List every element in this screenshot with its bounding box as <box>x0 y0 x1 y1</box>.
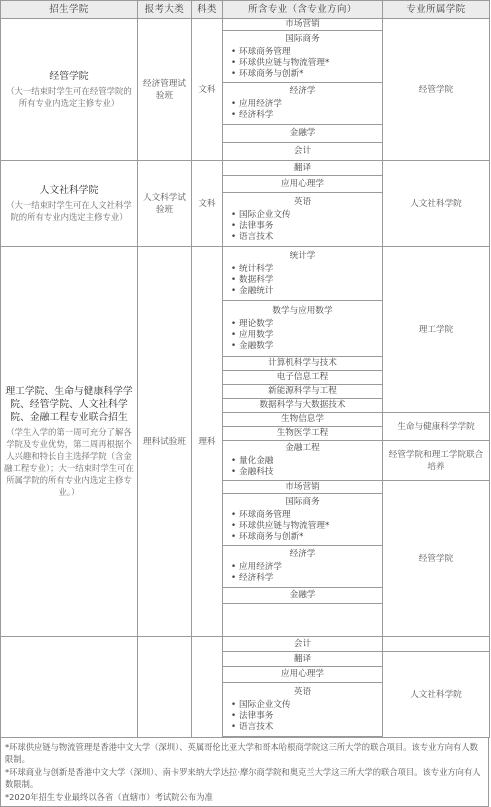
major-cell <box>223 19 383 31</box>
major-name: 数学与应用数学 <box>272 305 333 316</box>
major-direction: • 法律事务 <box>231 221 380 232</box>
subject-cell: 文科 <box>192 161 223 247</box>
major-cell <box>223 125 383 143</box>
major-name: 金融工程 <box>285 443 320 453</box>
college-cell: 经管学院 <box>383 481 490 637</box>
category-cell: 经济管理试验班 <box>138 19 192 161</box>
major-cell <box>223 31 383 83</box>
major-cell <box>223 494 383 546</box>
college-cell: 经管学院和理工学院联合培养 <box>383 441 490 481</box>
major-name: 国际商务 <box>285 33 320 44</box>
major-direction: • 法律事务 <box>231 711 380 722</box>
major-cell <box>223 247 383 301</box>
major-direction: • 环球供应链与物流管理* <box>231 521 380 532</box>
major-direction: • 应用经济学 <box>231 99 380 110</box>
major-cell <box>223 441 383 481</box>
major-name: 生物医学工程 <box>276 428 329 438</box>
major-name: 英语 <box>293 686 312 697</box>
major-name: 市场营销 <box>285 481 320 492</box>
major-name: 经济学 <box>289 549 316 559</box>
major-direction: • 量化金融 <box>231 456 380 467</box>
major-name: 计算机科学与技术 <box>268 358 337 368</box>
college-cell: 经管学院 <box>383 19 490 161</box>
major-cell <box>223 604 383 637</box>
category-cell: 人文科学试验班 <box>138 161 192 247</box>
major-name: 电子信息工程 <box>276 372 329 382</box>
major-name: 统计学 <box>289 250 316 261</box>
major-name: 应用心理学 <box>281 669 324 679</box>
major-cell <box>223 413 383 427</box>
major-name: 会计 <box>293 638 312 649</box>
header-school: 招生学院 <box>1 1 138 19</box>
major-direction-list <box>225 700 380 733</box>
subject-cell <box>192 637 223 738</box>
major-cell <box>223 176 383 193</box>
major-direction: • 环球供应链与物流管理* <box>231 58 380 69</box>
major-direction-list <box>225 456 380 478</box>
school-cell-econ <box>1 19 138 161</box>
major-cell <box>223 357 383 371</box>
major-direction: • 环球商务管理 <box>231 47 380 58</box>
major-direction: • 语言技术 <box>231 232 380 243</box>
school-cell-science <box>1 247 138 637</box>
major-direction: • 金融科技 <box>231 467 380 478</box>
header-college: 专业所属学院 <box>383 1 490 19</box>
table-row <box>1 247 490 301</box>
major-cell <box>223 427 383 441</box>
major-cell <box>223 83 383 125</box>
major-cell <box>223 161 383 176</box>
major-name: 翻译 <box>293 653 312 664</box>
major-cell <box>223 371 383 385</box>
major-direction-list <box>225 210 380 243</box>
major-name: 国际商务 <box>285 496 320 507</box>
major-direction: • 金融数学 <box>231 341 380 352</box>
major-cell <box>223 399 383 413</box>
major-name: 经济学 <box>289 86 316 96</box>
major-direction-list <box>225 99 380 121</box>
major-cell <box>223 385 383 399</box>
major-cell <box>223 193 383 247</box>
major-name: 金融学 <box>289 128 316 138</box>
major-direction: • 应用数学 <box>231 330 380 341</box>
major-name: 数据科学与大数据技术 <box>259 400 346 410</box>
major-cell <box>223 652 383 667</box>
subject-cell: 理科 <box>192 247 223 637</box>
major-direction: • 理论数学 <box>231 319 380 330</box>
major-name: 生物信息学 <box>281 414 324 424</box>
major-direction: • 金融统计 <box>231 286 380 297</box>
footnotes <box>0 738 489 807</box>
major-cell <box>223 683 383 737</box>
major-name: 新能源科学与工程 <box>268 386 337 396</box>
major-cell <box>223 588 383 604</box>
subject-cell: 文科 <box>192 19 223 161</box>
major-direction: • 语言技术 <box>231 722 380 733</box>
footnote: *环球供应链与物流管理是香港中文大学（深圳）、英属哥伦比亚大学和哥本哈根商学院这三所大学的联合项目。该专业方向有人数限制。 <box>5 742 478 765</box>
major-direction: • 环球商务与创新* <box>231 69 380 80</box>
header-row <box>1 1 490 19</box>
school-cell-humanities <box>1 161 138 247</box>
school-note: （学生入学的第一周可充分了解各学院及专业优势，第二周再根据个人兴趣和特长自主选择学院（含金融工程专业）；大一结束时学生可在所属学院的所有专业内选定主修专业。） <box>4 427 134 497</box>
school-note: （大一结束时学生可在经管学院的所有专业内选定主修专业） <box>6 86 132 108</box>
category-cell: 理科试验班 <box>138 247 192 637</box>
major-direction-list <box>225 510 380 543</box>
school-cell-blank <box>1 637 138 738</box>
header-subject: 科类 <box>192 1 223 19</box>
school-title: 经管学院 <box>49 71 89 82</box>
major-name: 英语 <box>293 196 312 207</box>
major-direction-list <box>225 319 380 352</box>
college-cell: 人文社科学院 <box>383 161 490 247</box>
college-cell: 生命与健康科学学院 <box>383 413 490 441</box>
major-cell <box>223 143 383 161</box>
header-majors: 所含专业（含专业方向） <box>223 1 383 19</box>
major-direction: • 应用经济学 <box>231 562 380 573</box>
major-direction: • 统计科学 <box>231 264 380 275</box>
major-direction: • 环球商务管理 <box>231 510 380 521</box>
major-cell <box>223 301 383 357</box>
major-cell <box>223 546 383 588</box>
table-row <box>1 161 490 176</box>
major-cell <box>223 637 383 652</box>
school-note: （大一结束时学生可在人文社科学院的所有专业内选定主修专业） <box>6 200 132 222</box>
category-cell <box>138 637 192 738</box>
major-direction: • 经济科学 <box>231 573 380 584</box>
major-name: 金融学 <box>289 590 316 600</box>
major-name: 翻译 <box>293 162 312 173</box>
table-row <box>1 19 490 31</box>
header-category: 报考大类 <box>138 1 192 19</box>
table-row <box>1 637 490 652</box>
major-direction: • 国际企业文传 <box>231 210 380 221</box>
major-direction: • 经济科学 <box>231 110 380 121</box>
major-direction: • 国际企业文传 <box>231 700 380 711</box>
major-name: 会计 <box>293 146 312 156</box>
college-cell: 理工学院 <box>383 247 490 413</box>
college-cell <box>383 637 490 652</box>
major-direction-list <box>225 47 380 80</box>
major-cell <box>223 667 383 683</box>
major-name: 市场营销 <box>285 19 320 29</box>
major-name: 应用心理学 <box>281 178 324 189</box>
major-direction-list <box>225 264 380 297</box>
school-title: 理工学院、生命与健康科学学院、经管学院、人文社科学院、金融工程专业联合招生 <box>5 386 133 423</box>
major-direction: • 数据科学 <box>231 275 380 286</box>
footnote: *2020年招生专业最终以各省（直辖市）考试院公布为准 <box>5 791 213 802</box>
major-direction: • 环球商务与创新* <box>231 532 380 543</box>
college-cell: 人文社科学院 <box>383 652 490 738</box>
school-title: 人文社科学院 <box>39 185 99 196</box>
major-direction-list <box>225 562 380 584</box>
major-cell <box>223 481 383 494</box>
footnote: *环球商业与创新是香港中文大学（深圳）、南卡罗来纳大学达拉·摩尔商学院和奥克兰大学这三所大学的联合项目。该专业方向有人数限制。 <box>5 766 481 790</box>
